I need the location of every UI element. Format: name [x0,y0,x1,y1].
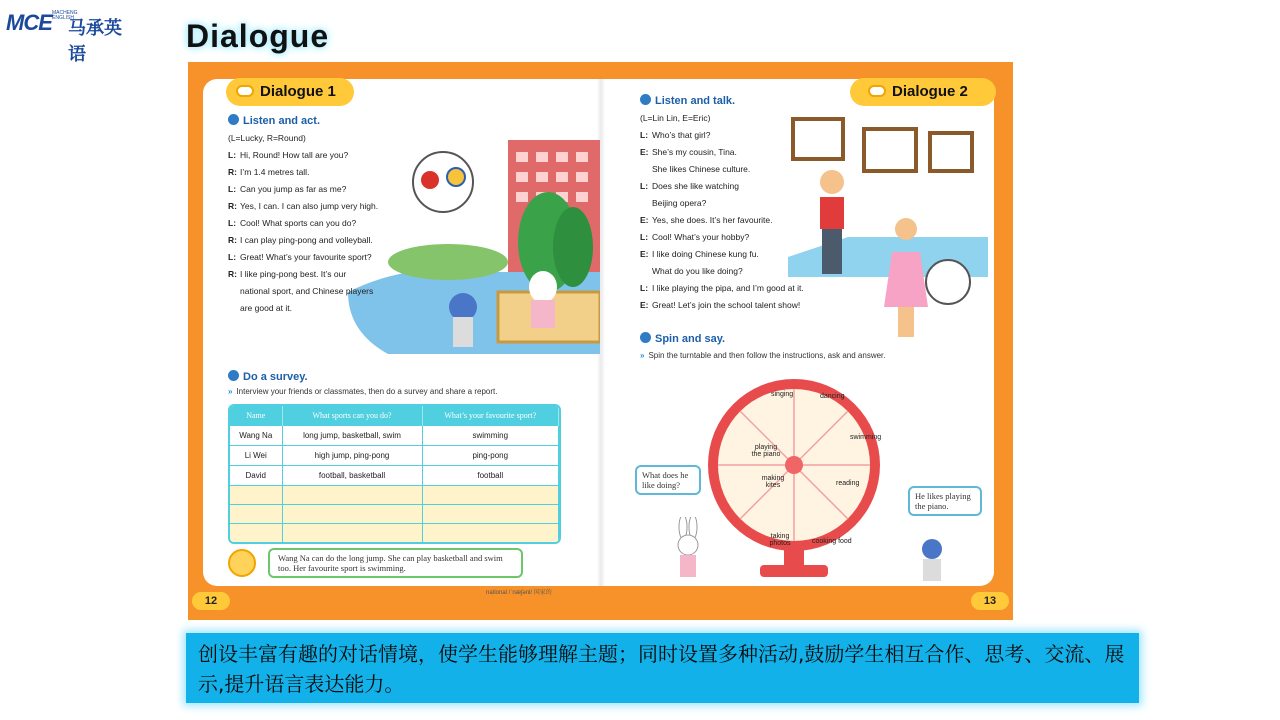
line-text: national sport, and Chinese players [240,286,374,296]
table-cell: swimming [422,425,559,445]
dialogue2-lines [640,130,804,317]
rabbit-character [668,517,708,587]
dialogue-line [640,300,804,317]
table-cell: football, basketball [282,465,422,485]
table-row [230,445,559,465]
logo-chinese: 马承英语 [68,18,122,65]
table-cell: football [422,465,559,485]
instruction-text: Interview your friends or classmates, then do a survey and share a report. [236,387,498,396]
dialogue-line [640,147,804,164]
line-text: Yes, she does. It’s her favourite. [652,215,773,225]
dialogue-line [228,303,378,320]
robot-character [912,537,952,587]
brand-logo [6,8,136,65]
spin-instruction [640,351,886,360]
line-text: Great! Let’s join the school talent show! [652,300,801,310]
dialogue-line [228,286,378,303]
segment-singing: singing [771,391,794,398]
logo-letters: MCE [6,10,52,35]
survey-report-bubble: Wang Na can do the long jump. She can play basketball and swim too. Her favourite sport is swimming. [268,548,523,578]
listen-act-heading [228,114,320,127]
line-text: She’s my cousin, Tina. [652,147,737,157]
dialogue-line [228,201,378,218]
speech-bubble-icon [868,85,886,97]
slide-title: Dialogue [186,18,330,54]
dialogue1-lines [228,150,378,320]
answer-bubble: He likes playing the piano. [908,486,982,516]
table-cell: long jump, basketball, swim [282,425,422,445]
line-text: Cool! What sports can you do? [240,218,357,228]
segment-playing-piano: playing the piano [751,444,781,458]
dialogue-line [228,218,378,235]
tab-label: Dialogue 1 [260,83,336,100]
line-text: are good at it. [240,303,292,313]
dialogue-line [640,164,804,181]
segment-making-kites: making kites [761,475,785,489]
segment-taking-photos: taking photos [769,533,791,547]
speaker-label: L: [228,184,237,194]
speaker-label: R: [228,167,237,177]
survey-heading [228,370,308,383]
column-header: Name [230,406,282,425]
survey-instruction [228,387,497,396]
blank-row [230,504,559,523]
line-text: I can play ping-pong and volleyball. [240,235,373,245]
blank-row [230,485,559,504]
tab-dialogue-2 [850,78,996,106]
dialogue-line [228,167,378,184]
line-text: Yes, I can. I can also jump very high. [240,201,379,211]
pencil-icon [228,370,239,381]
speaker-label: R: [228,235,237,245]
dialogue-line [228,252,378,269]
dialogue-line [640,266,804,283]
vocab-footnote: national /ˈnæʃənl/ 国家的 [486,590,552,596]
instruction-text: Spin the turntable and then follow the instructions, ask and answer. [648,351,886,360]
blank-row [230,523,559,542]
dialogue-line [640,215,804,232]
headphones-icon [640,94,651,105]
dialogue2-illustration [788,117,988,342]
line-text: Can you jump as far as me? [240,184,347,194]
page-number-right: 13 [971,592,1009,610]
speaker-label: L: [640,232,649,242]
speaker-label: L: [228,150,237,160]
speech-bubble-icon [236,85,254,97]
line-text: Great! What’s your favourite sport? [240,252,372,262]
arrow-icon: » [228,387,233,396]
dialogue-line [228,184,378,201]
dialogue-line [640,181,804,198]
dialogue-line [640,232,804,249]
table-row [230,425,559,445]
speaker-label: R: [228,201,237,211]
line-text: I like doing Chinese kung fu. [652,249,759,259]
dialogue-line [640,130,804,147]
segment-swimming: swimming [850,434,882,441]
heading-text: Listen and act. [243,115,321,127]
speaker-label: L: [228,252,237,262]
column-header: What’s your favourite sport? [422,406,559,425]
spin-say-heading [640,332,725,345]
line-text: Hi, Round! How tall are you? [240,150,349,160]
arrow-icon: » [640,351,645,360]
table-cell: ping-pong [422,445,559,465]
segment-dancing: dancing [820,393,845,400]
question-bubble: What does he like doing? [635,465,701,495]
textbook-spread [188,62,1013,620]
page-number-left: 12 [192,592,230,610]
dialogue-line [228,150,378,167]
heading-text: Listen and talk. [655,95,736,107]
speaker-label: L: [228,218,237,228]
table-cell: high jump, ping-pong [282,445,422,465]
table-row [230,465,559,485]
table-cell: Li Wei [230,445,282,465]
column-header: What sports can you do? [282,406,422,425]
line-text: Does she like watching [652,181,739,191]
speaker-label: E: [640,215,649,225]
line-text: What do you like doing? [652,266,743,276]
line-text: She likes Chinese culture. [652,164,751,174]
dialogue-line [228,235,378,252]
speaker-label: L: [640,283,649,293]
speaker-label: L: [640,181,649,191]
speaker-label: E: [640,147,649,157]
speaker-label: E: [640,249,649,259]
segment-reading: reading [836,480,860,487]
headphones-icon [228,114,239,125]
survey-table [228,404,561,544]
line-text: I like ping-pong best. It’s our [240,269,347,279]
dialogue-line [640,283,804,300]
line-text: Beijing opera? [652,198,707,208]
line-text: Cool! What’s your hobby? [652,232,750,242]
line-text: I’m 1.4 metres tall. [240,167,310,177]
logo-small-text: MACHENG ENGLISH [52,10,78,21]
spinner-icon [640,332,651,343]
line-text: Who’s that girl? [652,130,711,140]
summary-banner: 创设丰富有趣的对话情境，使学生能够理解主题；同时设置多种活动,鼓励学生相互合作、思考、交流、展示,提升语言表达能力。 [186,633,1139,703]
dialogue-line [228,269,378,286]
listen-talk-heading [640,94,735,107]
speaker-label: R: [228,269,237,279]
heading-text: Spin and say. [655,333,726,345]
line-text: I like playing the pipa, and I’m good at it. [652,283,804,293]
dialogue2-key: (L=Lin Lin, E=Eric) [640,113,711,123]
girl-avatar [228,549,256,577]
dialogue-line [640,249,804,266]
heading-text: Do a survey. [243,371,308,383]
speaker-label: E: [640,300,649,310]
dialogue1-illustration [348,122,600,354]
table-cell: Wang Na [230,425,282,445]
turntable [704,365,884,587]
speaker-label: L: [640,130,649,140]
table-cell: David [230,465,282,485]
dialogue1-key: (L=Lucky, R=Round) [228,133,306,143]
tab-label: Dialogue 2 [892,83,968,100]
segment-cooking-food: cooking food [812,538,852,545]
dialogue-line [640,198,804,215]
tab-dialogue-1 [226,78,354,106]
